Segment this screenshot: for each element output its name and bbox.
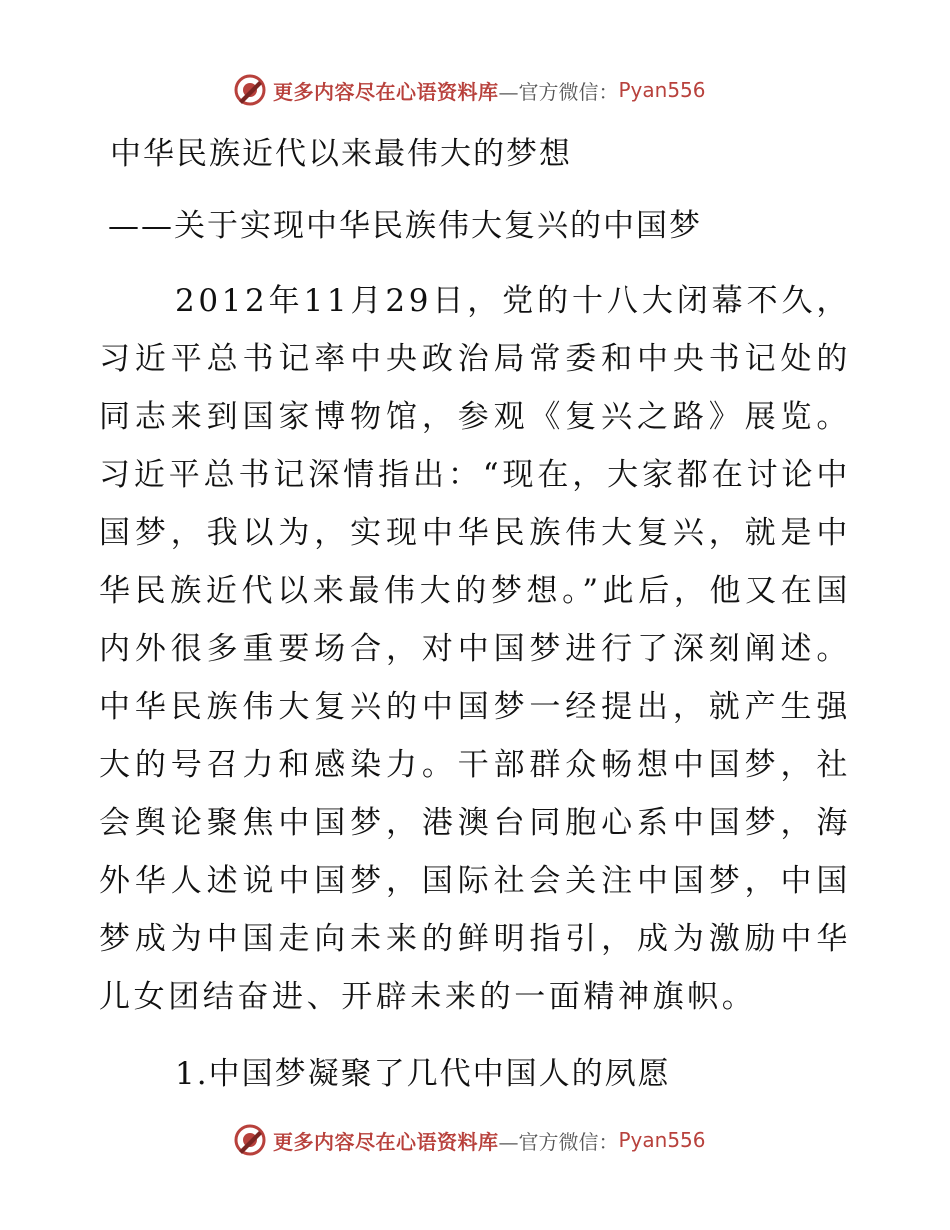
banner-wechat-id: Pyan556 [618, 1128, 706, 1152]
pen-logo-icon [233, 73, 267, 107]
section-heading: 1.中国梦凝聚了几代中国人的夙愿 [175, 1056, 671, 1092]
banner-main-text: 更多内容尽在心语资料库 [273, 1129, 499, 1154]
banner-sub-text: —官方微信： [498, 1129, 619, 1154]
body-paragraph: 2012年11月29日，党的十八大闭幕不久，习近平总书记率中央政治局常委和中央书记处的同志来到国家博物馆，参观《复兴之路》展览。习近平总书记深情指出：“现在，大家都在讨论中国梦，我以为，实现中华民族伟大复兴，就是中华民族近代以来最伟大的梦想。”此后，他又在国内外很多重要场合，对中国梦进行了深刻阐述。中华民族伟大复兴的中国梦一经提出，就产生强大的号召力和感染力。干部群众畅想中国梦，社会舆论聚焦中国梦，港澳台同胞心系中国梦，海外华人述说中国梦，国际社会关注中国梦，中国梦成为中国走向未来的鲜明指引，成为激励中华儿女团结奋进、开辟未来的一面精神旗帜。 [99, 283, 851, 1015]
banner-main-text: 更多内容尽在心语资料库 [273, 79, 499, 104]
header-watermark-banner [233, 70, 753, 110]
document-subtitle: ——关于实现中华民族伟大复兴的中国梦 [108, 208, 702, 244]
document-title: 中华民族近代以来最伟大的梦想 [110, 136, 572, 172]
footer-watermark-banner [233, 1120, 753, 1160]
banner-wechat-id: Pyan556 [618, 78, 706, 102]
pen-logo-icon [233, 1123, 267, 1157]
banner-sub-text: —官方微信： [498, 79, 619, 104]
